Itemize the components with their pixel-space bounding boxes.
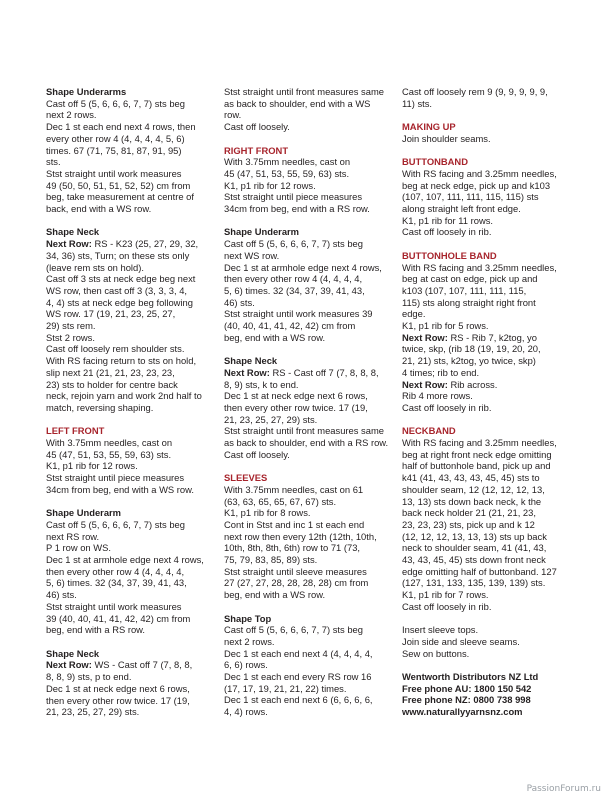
- section-heading: RIGHT FRONT: [224, 144, 289, 156]
- text-line: (127, 131, 133, 135, 139, 139) sts.: [402, 577, 546, 589]
- text-line: shoulder seam, 12 (12, 12, 12, 13,: [402, 483, 545, 495]
- text-line: With RS facing and 3.25mm needles,: [402, 261, 557, 273]
- text-line: edge omitting half of buttonband. 127: [402, 565, 557, 577]
- text-line: Cast off 5 (5, 6, 6, 6, 7, 7) sts beg: [46, 518, 185, 530]
- text-line: K1, p1 rib for 5 rows.: [402, 320, 489, 332]
- section-text: [224, 86, 394, 133]
- text-line: next RS row.: [46, 530, 100, 542]
- text-line: K1, p1 rib for 12 rows.: [46, 460, 138, 472]
- text-line: back, end with a WS row.: [46, 203, 152, 215]
- section-text: [402, 624, 572, 659]
- section-shape-neck: [46, 226, 216, 413]
- text-line: next row then every 12th (12th, 10th,: [224, 530, 377, 542]
- section-heading: NECKBAND: [402, 425, 456, 437]
- text-line: Insert sleeve tops.: [402, 624, 479, 636]
- text-line: 75, 79, 83, 85, 89) sts.: [224, 554, 318, 566]
- text-line: Cast off 5 (5, 6, 6, 6, 7, 7) sts beg: [224, 624, 363, 636]
- text-line: 5, 6) times. 32 (34, 37, 39, 41, 43,: [224, 284, 365, 296]
- section-heading: Shape Underarm: [224, 226, 300, 238]
- section-heading: Shape Top: [224, 612, 272, 624]
- text-line: With 3.75mm needles, cast on 61: [224, 483, 364, 495]
- text-line: Dec 1 st at armhole edge next 4 rows,: [46, 554, 204, 566]
- text-line: 21, 23, 25, 27, 29) sts.: [46, 706, 140, 718]
- text-line: 23, 23, 23) sts, pick up and k 12: [402, 518, 535, 530]
- section-shape-underarm: [224, 226, 394, 343]
- text-line: 43, 43, 45, 45) sts down front neck: [402, 554, 546, 566]
- text-line: Cast off loosely rem shoulder sts.: [46, 343, 185, 355]
- text-line: 13, 13) sts down back neck, k the: [402, 495, 542, 507]
- text-line: slip next 21 (21, 21, 23, 23, 23,: [46, 366, 175, 378]
- text-line: as back to shoulder, end with a RS row.: [224, 437, 389, 449]
- text-line: Rib 4 more rows.: [402, 390, 473, 402]
- text-line: Next Row: RS - Cast off 7 (7, 8, 8, 8,: [224, 366, 379, 378]
- watermark: PassionForum.ru: [526, 784, 601, 794]
- text-line: back neck holder 21 (21, 21, 23,: [402, 507, 536, 519]
- text-line: 21, 21) sts, k2tog, yo twice, skp): [402, 355, 536, 367]
- text-line: beg at neck edge, pick up and k103: [402, 179, 551, 191]
- text-line: Stst straight until front measures same: [224, 425, 384, 437]
- text-line: (leave rem sts on hold).: [46, 261, 144, 273]
- text-line: then every other row 4 (4, 4, 4, 4,: [224, 273, 363, 285]
- text-line: 21, 23, 25, 27, 29) sts.: [224, 413, 318, 425]
- text-line: Dec 1 st each end next 4 (4, 4, 4, 4,: [224, 647, 373, 659]
- text-line: With RS facing return to sts on hold,: [46, 355, 197, 367]
- text-line: Next Row: WS - Cast off 7 (7, 8, 8,: [46, 659, 193, 671]
- text-line: P 1 row on WS.: [46, 542, 111, 554]
- text-line: 27 (27, 27, 28, 28, 28, 28) cm from: [224, 577, 369, 589]
- text-line: then every other row 4 (4, 4, 4, 4,: [46, 565, 185, 577]
- section-heading: MAKING UP: [402, 121, 456, 133]
- text-line: WS row. 17 (19, 21, 23, 25, 27,: [46, 308, 176, 320]
- text-line: beg, take measurement at centre of: [46, 191, 194, 203]
- text-line: 46) sts.: [224, 296, 255, 308]
- text-line: Stst straight until work measures: [46, 600, 182, 612]
- text-line: K1, p1 rib for 12 rows.: [224, 179, 316, 191]
- section-heading: Shape Neck: [224, 355, 278, 367]
- text-line: 45 (47, 51, 53, 55, 59, 63) sts.: [46, 448, 172, 460]
- section-right-front: [224, 145, 394, 215]
- section-shape-top: [224, 613, 394, 718]
- text-line: (17, 17, 19, 21, 21, 22) times.: [224, 682, 347, 694]
- text-line: Wentworth Distributors NZ Ltd: [402, 671, 539, 683]
- text-line: Cast off loosely in rib.: [402, 401, 492, 413]
- text-line: Cast off loosely in rib.: [402, 226, 492, 238]
- text-line: Dec 1 st each end next 6 (6, 6, 6, 6,: [224, 694, 373, 706]
- text-line: 34cm from beg, end with a RS row.: [224, 203, 370, 215]
- text-line: Stst straight until piece measures: [46, 472, 185, 484]
- text-line: 6, 6) rows.: [224, 659, 268, 671]
- text-line: (107, 107, 111, 111, 115, 115) sts: [402, 191, 539, 203]
- text-line: Stst straight until work measures: [46, 167, 182, 179]
- text-line: Cast off loosely.: [224, 121, 290, 133]
- text-line: beg, end with a RS row.: [46, 624, 146, 636]
- text-line: times. 67 (71, 75, 81, 87, 91, 95): [46, 144, 182, 156]
- text-line: sts.: [46, 156, 61, 168]
- text-line: k41 (41, 43, 43, 43, 45, 45) sts to: [402, 472, 540, 484]
- text-line: beg at cast on edge, pick up and: [402, 273, 538, 285]
- text-line: 34cm from beg, end with a WS row.: [46, 483, 194, 495]
- text-line: next 2 rows.: [224, 635, 275, 647]
- text-line: (63, 63, 65, 65, 67, 67) sts.: [224, 495, 337, 507]
- text-line: 8, 9) sts, k to end.: [224, 378, 299, 390]
- text-line: Next Row: Rib across.: [402, 378, 498, 390]
- text-line: K1, p1 rib for 7 rows.: [402, 589, 489, 601]
- section-buttonband: [402, 156, 572, 238]
- section-heading: Shape Neck: [46, 226, 100, 238]
- section-heading: Shape Underarms: [46, 86, 127, 97]
- text-line: 29) sts rem.: [46, 320, 96, 332]
- section-buttonhole-band: [402, 250, 572, 414]
- text-line: With RS facing and 3.25mm needles,: [402, 167, 557, 179]
- text-line: With 3.75mm needles, cast on: [46, 437, 173, 449]
- text-line: Dec 1 st at neck edge next 6 rows,: [224, 390, 368, 402]
- text-line: 5, 6) times. 32 (34, 37, 39, 41, 43,: [46, 577, 187, 589]
- text-line: Cast off 5 (5, 6, 6, 6, 7, 7) sts beg: [224, 238, 363, 250]
- text-line: then every other row twice. 17 (19,: [224, 401, 368, 413]
- text-line: every other row 4 (4, 4, 4, 4, 5, 6): [46, 132, 185, 144]
- text-line: Join shoulder seams.: [402, 132, 491, 144]
- text-line: (12, 12, 12, 13, 13, 13) sts up back: [402, 530, 547, 542]
- section-text: [402, 671, 572, 718]
- text-line: neck to shoulder seam, 41 (41, 43,: [402, 542, 547, 554]
- text-line: Dec 1 st at armhole edge next 4 rows,: [224, 261, 382, 273]
- text-line: www.naturallyyarnsnz.com: [402, 706, 523, 718]
- text-line: K1, p1 rib for 11 rows.: [402, 214, 494, 226]
- column-1: [46, 86, 216, 730]
- section-making-up: [402, 121, 572, 144]
- text-line: k103 (107, 107, 111, 111, 115,: [402, 284, 527, 296]
- text-line: Stst straight until sleeve measures: [224, 565, 367, 577]
- text-line: neck, rejoin yarn and work 2nd half to: [46, 390, 202, 402]
- text-line: Dec 1 st at neck edge next 6 rows,: [46, 682, 190, 694]
- text-line: next WS row.: [224, 249, 280, 261]
- text-line: 115) sts along straight right front: [402, 296, 536, 308]
- text-line: 34, 36) sts, Turn; on these sts only: [46, 249, 190, 261]
- text-line: Cont in Stst and inc 1 st each end: [224, 518, 365, 530]
- section-heading: BUTTONHOLE BAND: [402, 249, 497, 261]
- section-heading: BUTTONBAND: [402, 156, 468, 168]
- text-line: Cast off loosely rem 9 (9, 9, 9, 9, 9,: [402, 86, 548, 97]
- text-line: row.: [224, 109, 242, 121]
- text-line: 4, 4) sts at neck edge beg following: [46, 296, 193, 308]
- section-left-front: [46, 425, 216, 495]
- text-line: 39 (40, 40, 41, 41, 42, 42) cm from: [46, 612, 191, 624]
- section-text: [402, 86, 572, 109]
- text-line: Join side and sleeve seams.: [402, 635, 520, 647]
- text-line: Free phone NZ: 0800 738 998: [402, 694, 531, 706]
- text-line: 46) sts.: [46, 589, 77, 601]
- text-line: Cast off 5 (5, 6, 6, 6, 7, 7) sts beg: [46, 97, 185, 109]
- text-line: 4 times; rib to end.: [402, 366, 480, 378]
- text-line: 8, 8, 9) sts, p to end.: [46, 671, 132, 683]
- text-line: Dec 1 st each end next 4 rows, then: [46, 121, 196, 133]
- section-sleeves: [224, 472, 394, 601]
- text-line: beg, end with a WS row.: [224, 589, 326, 601]
- text-line: match, reversing shaping.: [46, 401, 154, 413]
- text-line: 10th, 8th, 8th, 6th) row to 71 (73,: [224, 542, 361, 554]
- text-line: Free phone AU: 1800 150 542: [402, 682, 532, 694]
- text-line: Stst 2 rows.: [46, 331, 95, 343]
- text-line: 23) sts to holder for centre back: [46, 378, 178, 390]
- text-line: beg at right front neck edge omitting: [402, 448, 552, 460]
- text-line: WS row, then cast off 3 (3, 3, 3, 4,: [46, 284, 188, 296]
- column-2: [224, 86, 394, 730]
- text-line: Sew on buttons.: [402, 647, 470, 659]
- text-line: With 3.75mm needles, cast on: [224, 156, 351, 168]
- section-shape-neck: [46, 648, 216, 718]
- text-line: as back to shoulder, end with a WS: [224, 97, 371, 109]
- text-line: 45 (47, 51, 53, 55, 59, 63) sts.: [224, 167, 350, 179]
- section-heading: LEFT FRONT: [46, 425, 105, 437]
- text-line: Next Row: RS - Rib 7, k2tog, yo: [402, 331, 537, 343]
- text-line: (40, 40, 41, 41, 42, 42) cm from: [224, 320, 356, 332]
- text-line: Cast off loosely in rib.: [402, 600, 492, 612]
- section-heading: Shape Neck: [46, 647, 100, 659]
- section-shape-underarms: [46, 86, 216, 215]
- text-line: then every other row twice. 17 (19,: [46, 694, 190, 706]
- text-line: Stst straight until piece measures: [224, 191, 363, 203]
- text-line: With RS facing and 3.25mm needles,: [402, 437, 557, 449]
- text-line: next 2 rows.: [46, 109, 97, 121]
- text-line: 11) sts.: [402, 97, 433, 109]
- text-line: Stst straight until work measures 39: [224, 308, 373, 320]
- text-line: Stst straight until front measures same: [224, 86, 384, 97]
- text-line: 4, 4) rows.: [224, 706, 268, 718]
- text-line: K1, p1 rib for 8 rows.: [224, 507, 311, 519]
- section-shape-neck: [224, 355, 394, 460]
- text-line: Cast off 3 sts at neck edge beg next: [46, 273, 196, 285]
- text-line: Dec 1 st each end every RS row 16: [224, 671, 372, 683]
- text-line: along straight left front edge.: [402, 203, 521, 214]
- section-shape-underarm: [46, 507, 216, 636]
- section-neckband: [402, 425, 572, 612]
- section-heading: SLEEVES: [224, 472, 268, 484]
- text-line: Next Row: RS - K23 (25, 27, 29, 32,: [46, 238, 199, 250]
- text-line: beg, end with a WS row.: [224, 331, 326, 343]
- section-heading: Shape Underarm: [46, 507, 122, 519]
- text-line: twice, skp, (rib 18 (19, 19, 20, 20,: [402, 343, 541, 355]
- column-3: [402, 86, 572, 730]
- text-line: edge.: [402, 308, 426, 320]
- text-line: Cast off loosely.: [224, 448, 290, 460]
- text-line: 49 (50, 50, 51, 51, 52, 52) cm from: [46, 179, 191, 191]
- text-line: half of buttonhole band, pick up and: [402, 460, 551, 472]
